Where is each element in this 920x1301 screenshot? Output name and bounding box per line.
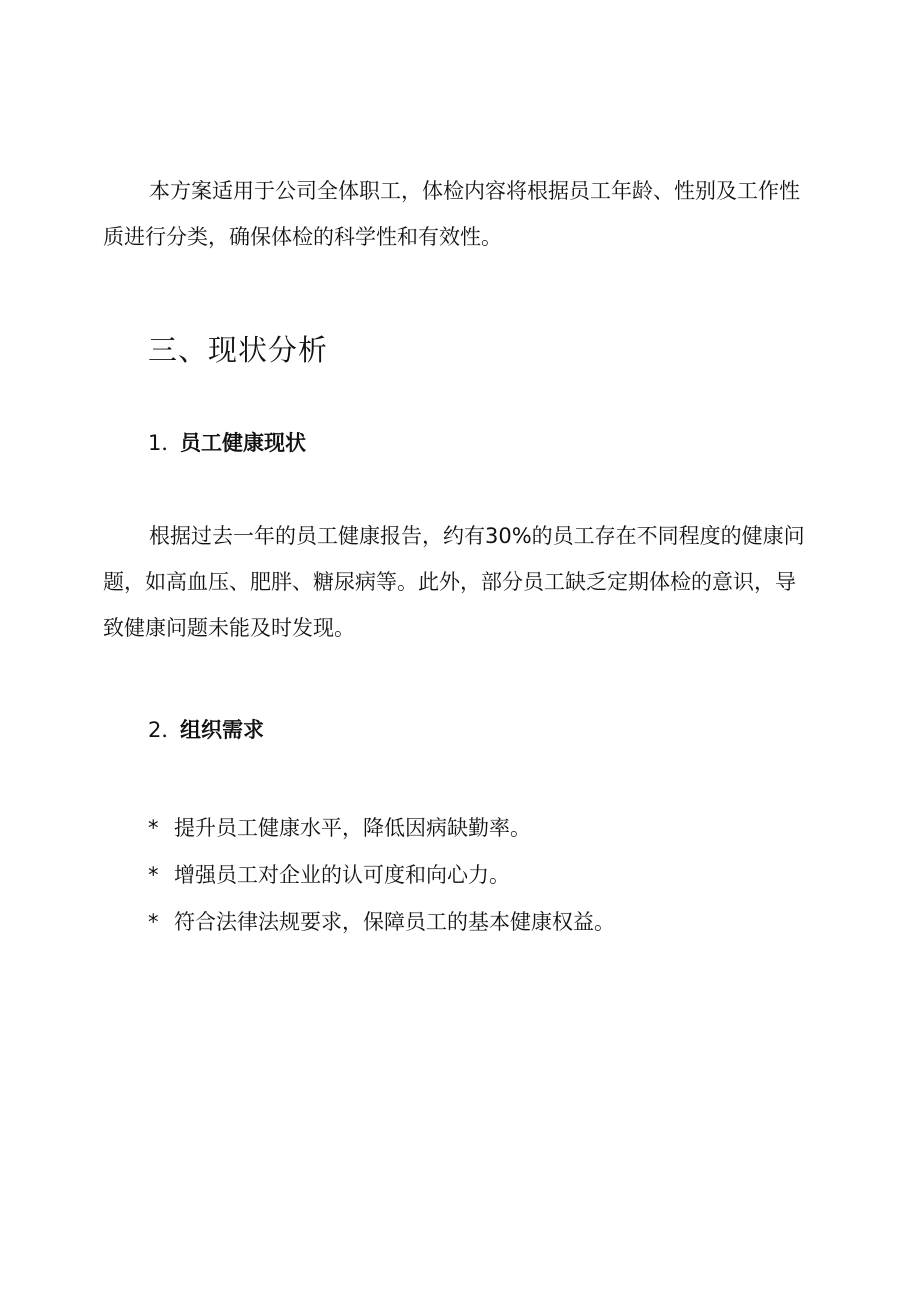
list-item-text: 提升员工健康水平，降低因病缺勤率。 (174, 816, 531, 840)
list-item (148, 899, 615, 946)
subheading-employee-health (148, 428, 306, 458)
bullet-marker: * (148, 816, 159, 840)
list-item-text: 符合法律法规要求，保障员工的基本健康权益。 (174, 910, 615, 934)
subheading-number: 2． (148, 718, 183, 742)
subheading-org-needs (148, 715, 264, 745)
bullet-marker: * (148, 863, 159, 887)
section-heading-status-analysis: 三、现状分析 (148, 333, 329, 367)
intro-line-1: 本方案适用于公司全体职工，体检内容将根据员工年龄、性别及工作性 (149, 179, 800, 203)
intro-paragraph (103, 168, 819, 260)
subheading-number: 1． (148, 431, 183, 455)
bullet-marker: * (148, 910, 159, 934)
status-line-2: 题，如高血压、肥胖、糖尿病等。此外，部分员工缺乏定期体检的意识，导 (103, 570, 796, 594)
status-line-3: 致健康问题未能及时发现。 (103, 616, 355, 640)
list-item-text: 增强员工对企业的认可度和向心力。 (174, 863, 510, 887)
health-status-paragraph (103, 513, 819, 651)
status-line-1: 根据过去一年的员工健康报告，约有30%的员工存在不同程度的健康问 (149, 524, 805, 548)
subheading-title: 组织需求 (180, 718, 264, 742)
list-item (148, 805, 615, 852)
needs-list (148, 805, 615, 946)
intro-line-2: 质进行分类，确保体检的科学性和有效性。 (103, 225, 502, 249)
subheading-title: 员工健康现状 (180, 431, 306, 455)
list-item (148, 852, 615, 899)
